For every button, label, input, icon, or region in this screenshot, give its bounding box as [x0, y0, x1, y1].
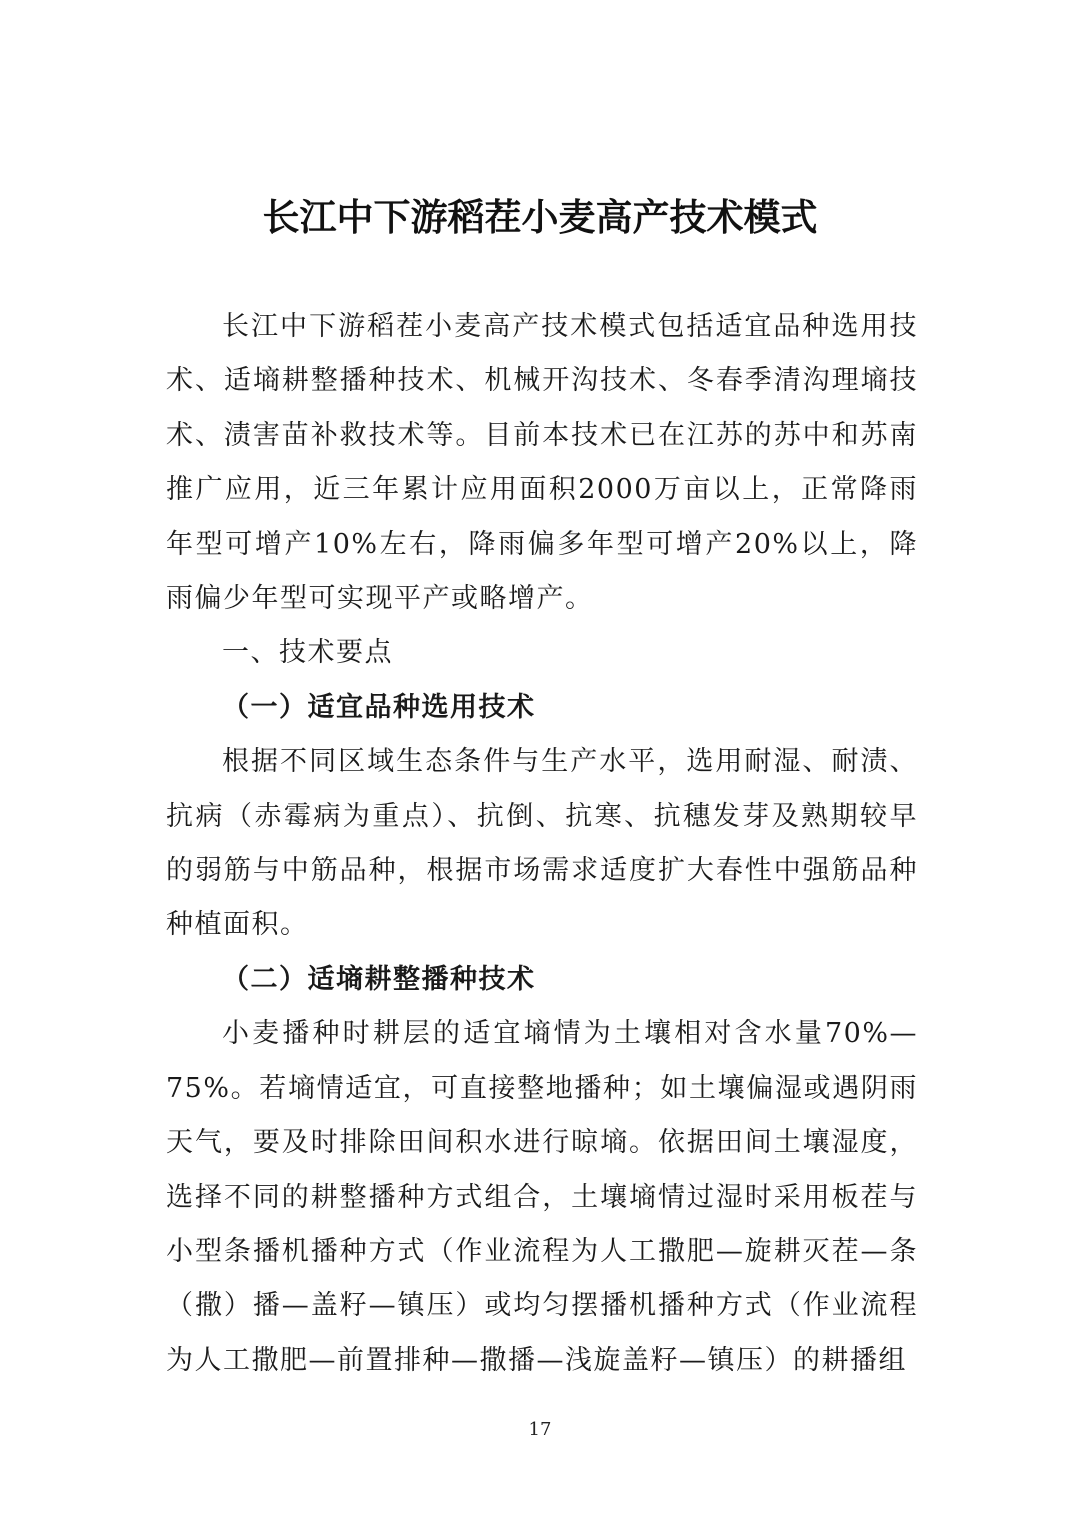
variety-selection-paragraph: 根据不同区域生态条件与生产水平，选用耐湿、耐渍、抗病（赤霉病为重点）、抗倒、抗寒、抗穗发芽及熟期较早的弱筋与中筋品种，根据市场需求适度扩大春性中强筋品种种植面积。 [166, 746, 918, 941]
section-heading-technical-points: 一、技术要点 [222, 637, 393, 669]
intro-paragraph: 长江中下游稻茬小麦高产技术模式包括适宜品种选用技术、适墒耕整播种技术、机械开沟技术、冬春季清沟理墒技术、渍害苗补救技术等。目前本技术已在江苏的苏中和苏南推广应用，近三年累计应用面积2000万亩以上，正常降雨年型可增产10%左右，降雨偏多年型可增产20%以上，降雨偏少年型可实现平产或略增产。 [166, 311, 918, 615]
subsection-heading-tillage-sowing: （二）适墒耕整播种技术 [222, 963, 536, 995]
document-title: 长江中下游稻茬小麦高产技术模式 [262, 196, 818, 239]
tillage-sowing-paragraph: 小麦播种时耕层的适宜墒情为土壤相对含水量70%—75%。若墒情适宜，可直接整地播种；如土壤偏湿或遇阴雨天气，要及时排除田间积水进行晾墒。依据田间土壤湿度，选择不同的耕整播种方式组合，土壤墒情过湿时采用板茬与小型条播机播种方式（作业流程为人工撒肥—旋耕灭茬—条（撒）播—盖籽—镇压）或均匀摆播机播种方式（作业流程为人工撒肥—前置排种—撒播—浅旋盖籽—镇压）的耕播组 [166, 1018, 918, 1376]
page-number: 17 [528, 1419, 552, 1440]
subsection-heading-variety-selection: （一）适宜品种选用技术 [222, 691, 536, 723]
document-body [166, 300, 918, 1388]
